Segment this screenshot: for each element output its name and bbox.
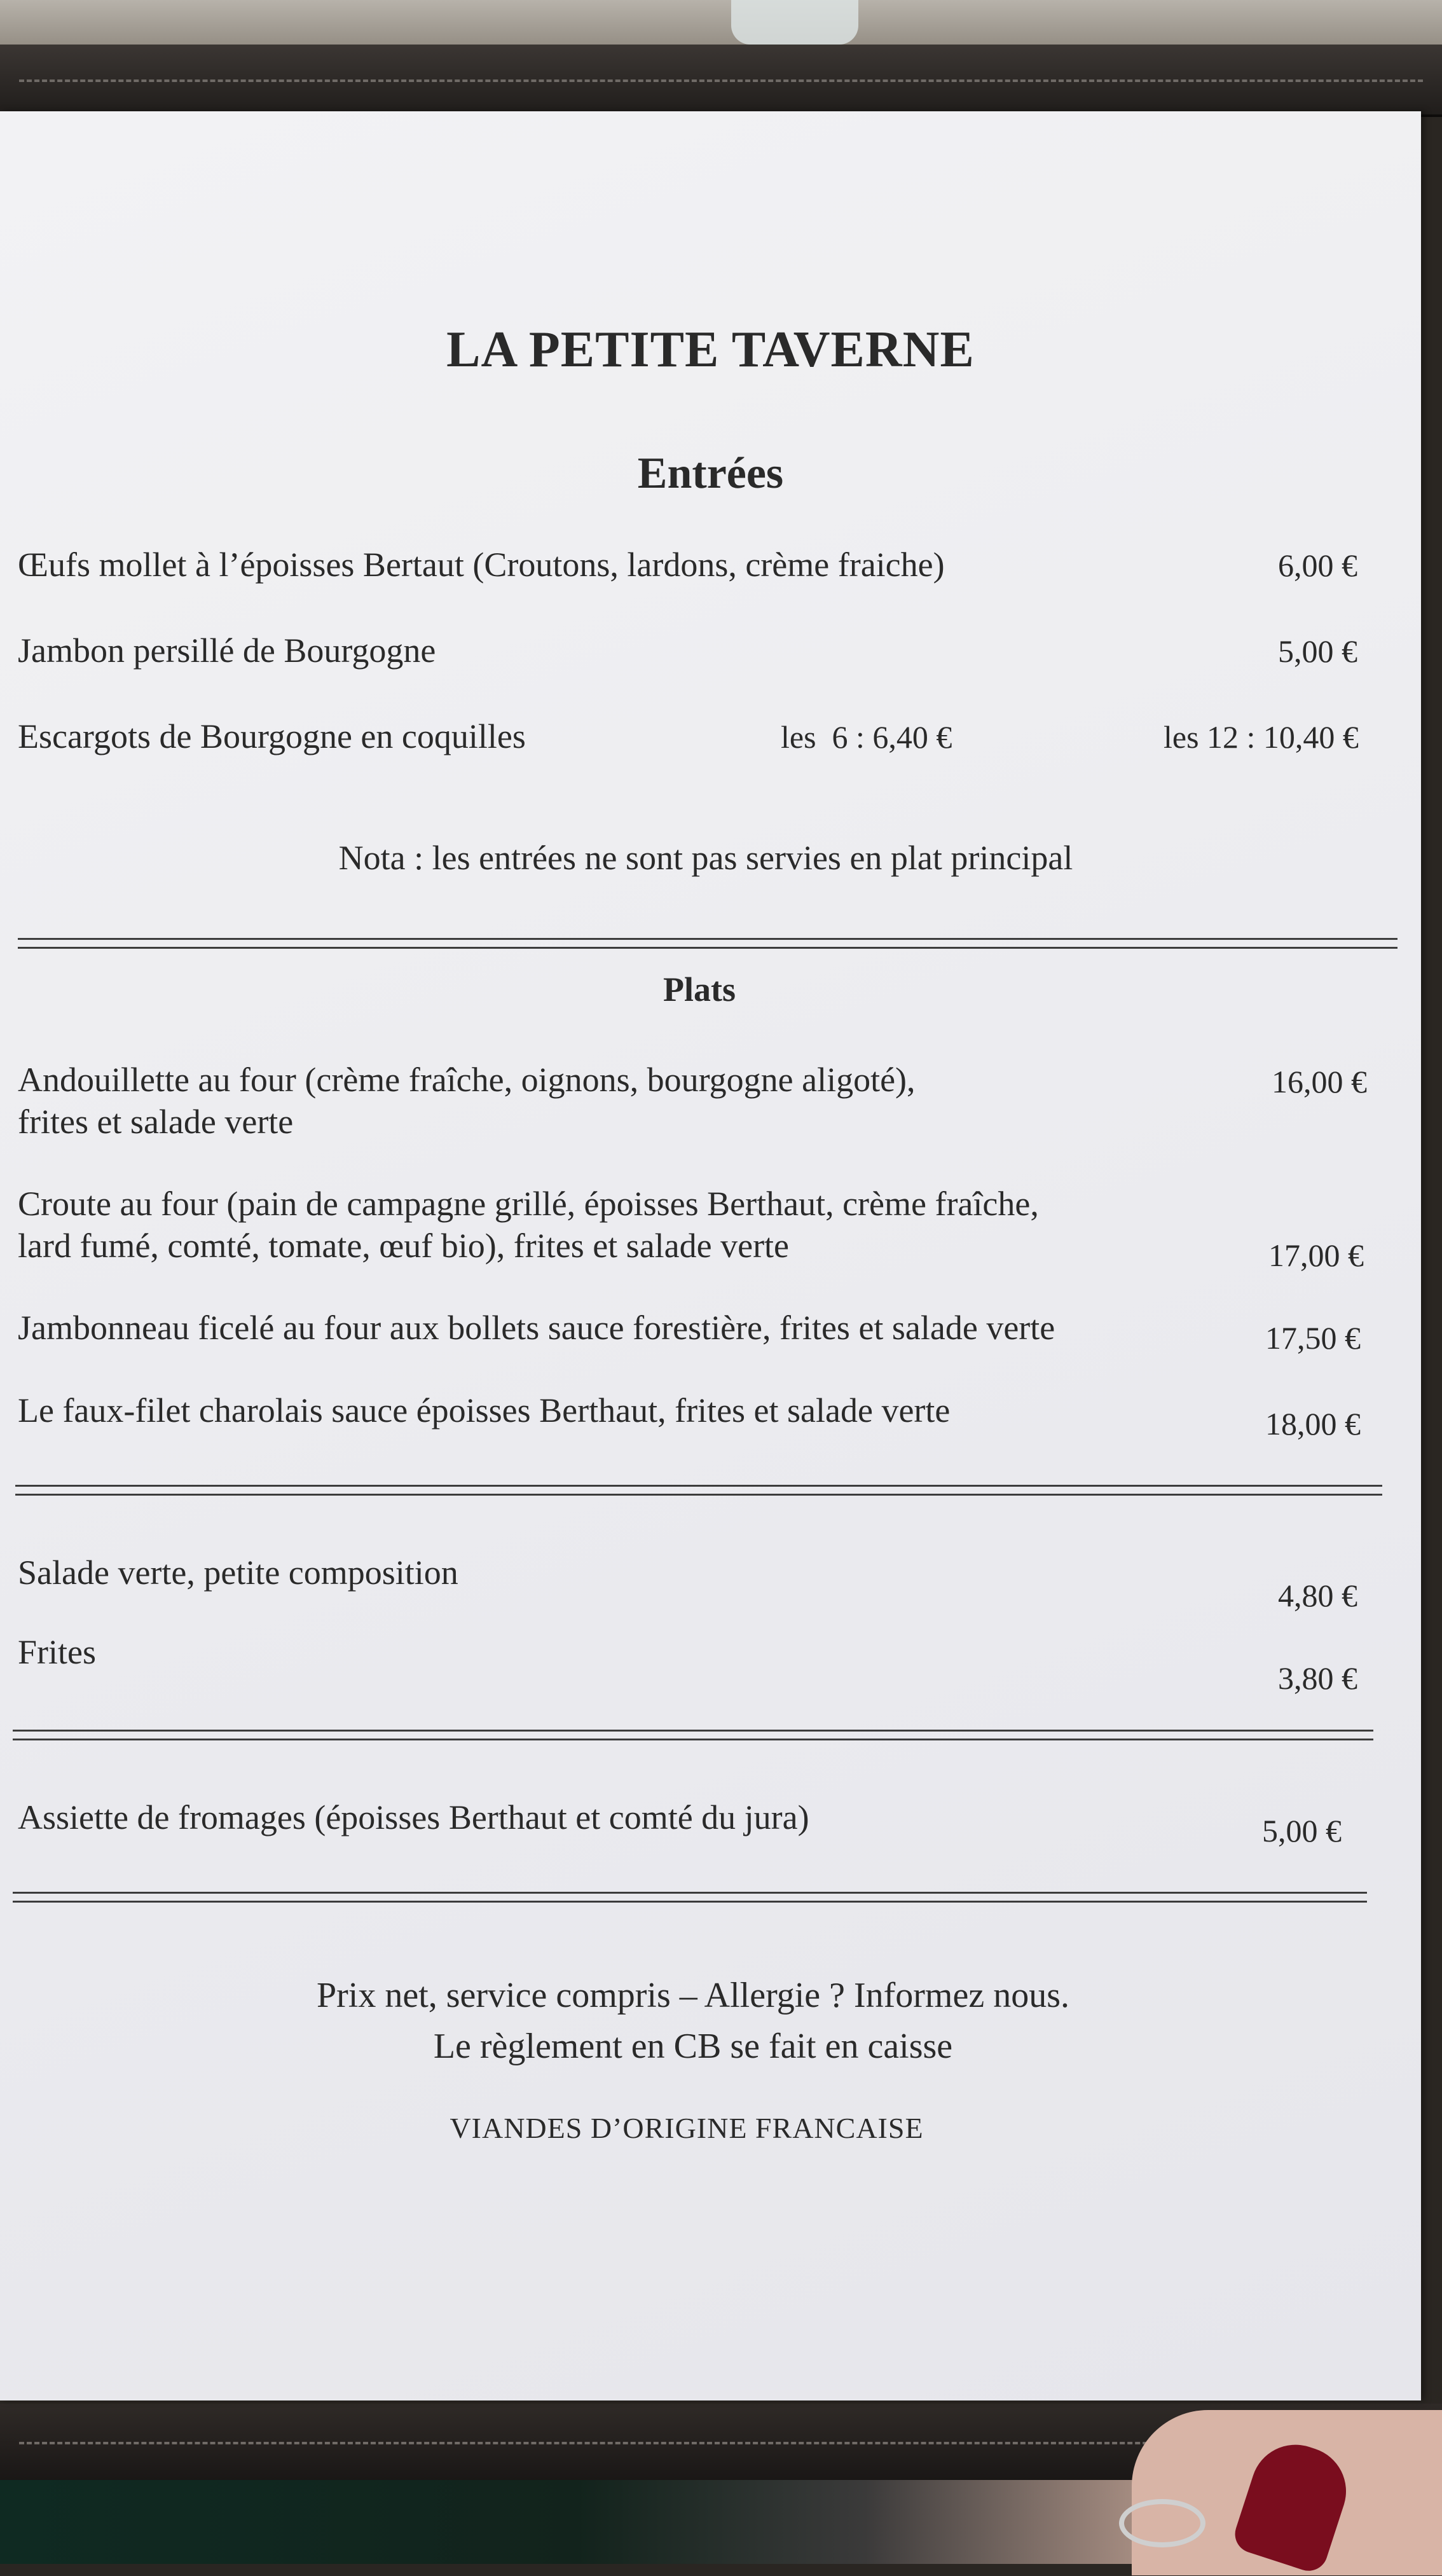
menu-cover-top xyxy=(0,45,1442,117)
plat-item-line: Le faux-filet charolais sauce époisses Berthaut, frites et salade verte xyxy=(18,1391,951,1429)
section-heading-entrees: Entrées xyxy=(637,449,784,498)
plat-item-line: Andouillette au four (crème fraîche, oignons, bourgogne aligoté), xyxy=(18,1061,916,1099)
entree-price-twelve: les 12 : 10,40 € xyxy=(1164,719,1359,755)
footer-service-line: Prix net, service compris – Allergie ? Informez nous. xyxy=(317,1976,1069,2015)
entree-item-name: Jambon persillé de Bourgogne xyxy=(18,631,436,670)
side-item-price: 4,80 € xyxy=(1278,1578,1357,1613)
entree-item-price: 6,00 € xyxy=(1278,548,1357,583)
cover-stitching xyxy=(19,79,1423,82)
side-item-name: Salade verte, petite composition xyxy=(18,1553,458,1592)
double-rule-divider xyxy=(15,1485,1382,1496)
entree-item-name: Œufs mollet à l’époisses Bertaut (Croutons, lardons, crème fraiche) xyxy=(18,546,945,584)
glass xyxy=(731,0,858,45)
plat-item-price: 16,00 € xyxy=(1272,1064,1367,1099)
plat-item-line: lard fumé, comté, tomate, œuf bio), frites et salade verte xyxy=(18,1227,790,1265)
entree-item-name: Escargots de Bourgogne en coquilles xyxy=(18,717,526,755)
plat-item-price: 18,00 € xyxy=(1265,1406,1361,1442)
plat-item-price: 17,50 € xyxy=(1265,1320,1361,1356)
entrees-note: Nota : les entrées ne sont pas servies en plat principal xyxy=(338,839,1073,877)
ring xyxy=(1119,2499,1205,2547)
double-rule-divider xyxy=(18,938,1397,949)
side-item-name: Frites xyxy=(18,1633,97,1671)
plat-item-price: 17,00 € xyxy=(1268,1237,1364,1273)
entree-item-price: 5,00 € xyxy=(1278,633,1357,669)
plat-item-line: frites et salade verte xyxy=(18,1103,294,1141)
section-heading-plats: Plats xyxy=(663,970,736,1009)
plat-item-line: Jambonneau ficelé au four aux bollets sauce forestière, frites et salade verte xyxy=(18,1309,1055,1347)
restaurant-title: LA PETITE TAVERNE xyxy=(446,322,975,378)
cheese-item-price: 5,00 € xyxy=(1262,1813,1342,1849)
menu-page xyxy=(0,111,1421,2400)
footer-payment-line: Le règlement en CB se fait en caisse xyxy=(433,2027,953,2066)
side-item-price: 3,80 € xyxy=(1278,1660,1357,1696)
plat-item-line: Croute au four (pain de campagne grillé, époisses Berthaut, crème fraîche, xyxy=(18,1185,1039,1223)
double-rule-divider xyxy=(13,1892,1367,1903)
cheese-item-name: Assiette de fromages (époisses Berthaut et comté du jura) xyxy=(18,1798,809,1836)
double-rule-divider xyxy=(13,1730,1373,1740)
entree-price-six: les 6 : 6,40 € xyxy=(781,719,952,755)
meat-origin-notice: VIANDES D’ORIGINE FRANCAISE xyxy=(450,2112,924,2144)
